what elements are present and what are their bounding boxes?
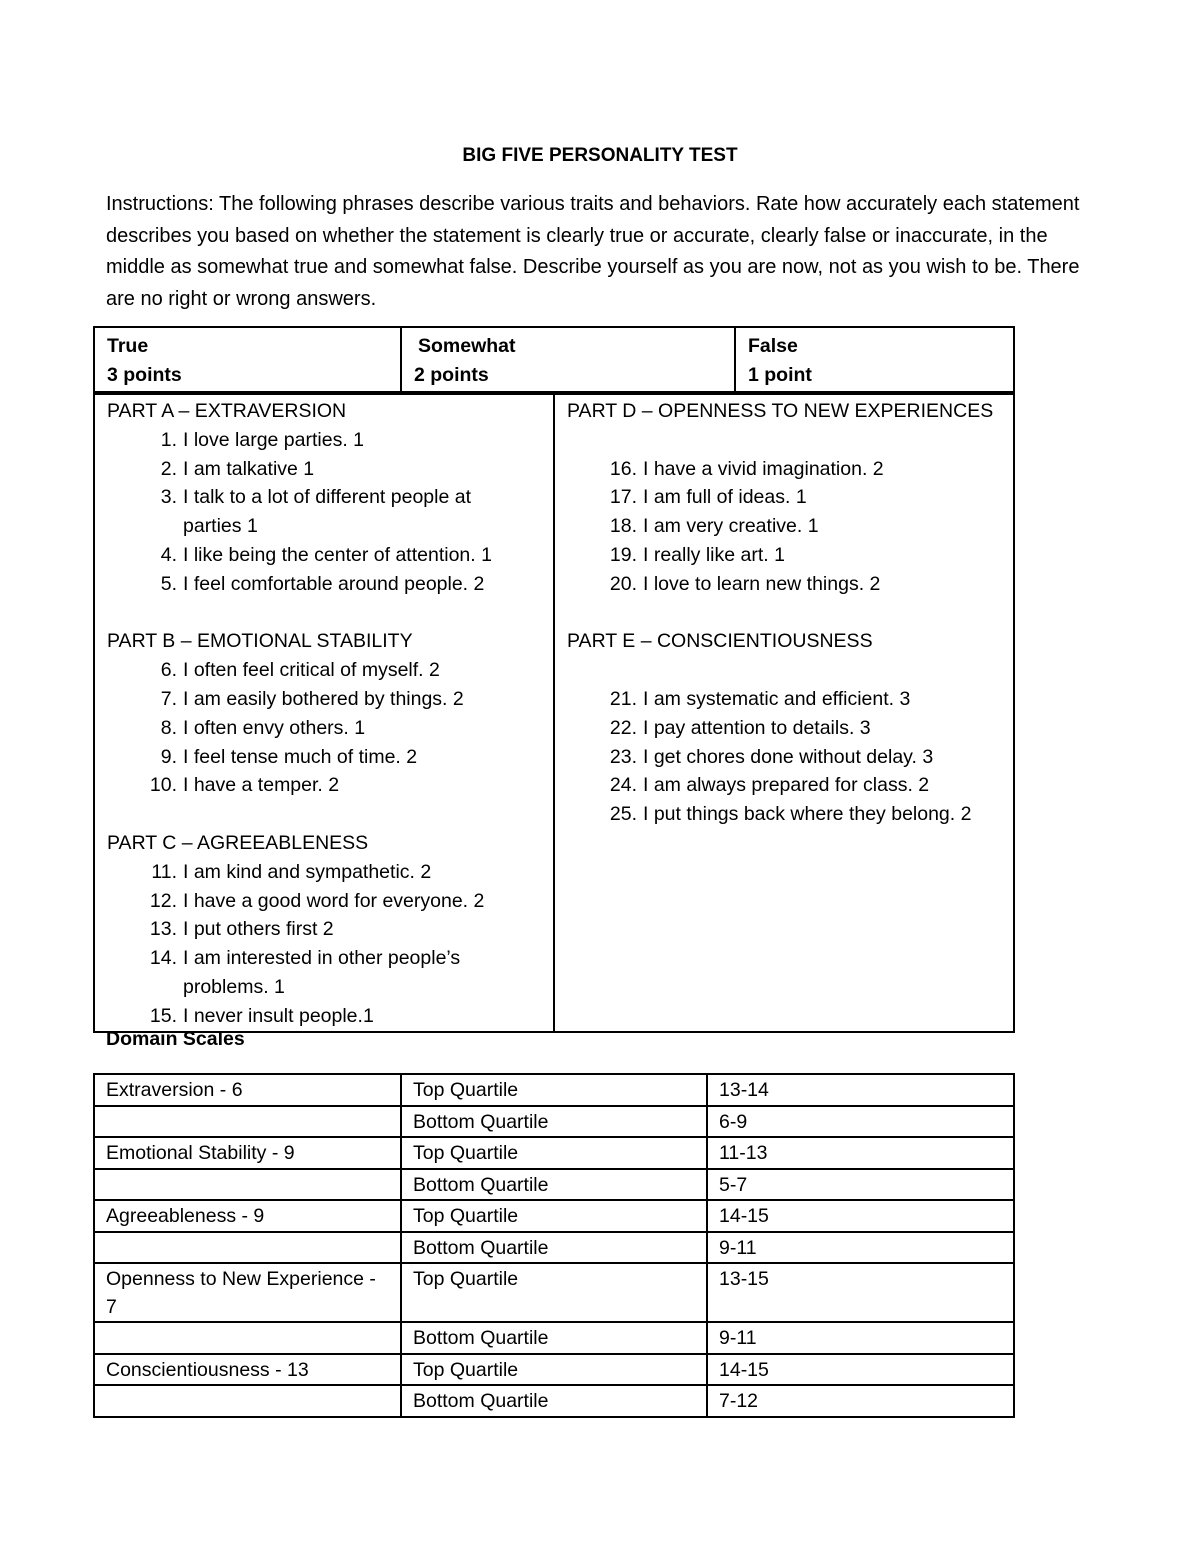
part-heading: PART C – AGREEABLENESS [107, 831, 369, 854]
table-row [94, 1074, 1014, 1106]
points-true-cell [94, 327, 401, 394]
points-false-cell [735, 327, 1014, 394]
list-item [107, 455, 547, 484]
item-text: I have a vivid imagination. 2 [643, 457, 884, 480]
list-item [567, 541, 1007, 570]
item-number: 14. [149, 947, 177, 970]
item-text: I pay attention to details. 3 [643, 716, 871, 739]
points-value: 3 points [107, 363, 182, 386]
table-row [94, 1263, 1014, 1322]
table-row [94, 1385, 1014, 1417]
items-left-column [94, 392, 554, 1032]
item-text: I really like art. 1 [643, 543, 785, 566]
item-number: 3. [160, 486, 177, 509]
range-cell: 13-14 [707, 1074, 1014, 1106]
item-text: I never insult people.1 [183, 1004, 374, 1027]
domain-cell: Openness to New Experience - 7 [94, 1263, 401, 1322]
item-text: I am full of ideas. 1 [643, 486, 807, 509]
quartile-cell: Top Quartile [401, 1200, 707, 1232]
list-item [567, 800, 1007, 829]
item-list [567, 455, 1007, 599]
item-number: 11. [151, 860, 177, 883]
table-row [94, 1137, 1014, 1169]
list-item [107, 771, 547, 800]
item-list [107, 426, 547, 599]
item-number: 7. [160, 687, 177, 710]
quartile-cell: Bottom Quartile [401, 1106, 707, 1138]
item-number: 25. [609, 803, 637, 826]
item-number: 20. [609, 572, 637, 595]
list-item [107, 541, 547, 570]
item-text: I have a good word for everyone. 2 [183, 889, 485, 912]
part-heading: PART A – EXTRAVERSION [107, 400, 347, 422]
list-item [567, 455, 1007, 484]
points-table [93, 326, 1015, 395]
points-value: 2 points [414, 363, 489, 386]
items-table [93, 391, 1015, 1033]
domain-cell: Agreeableness - 9 [94, 1200, 401, 1232]
item-text: I am systematic and efficient. 3 [643, 687, 911, 710]
item-text: I have a temper. 2 [183, 774, 340, 797]
points-label: False [748, 335, 798, 357]
quartile-cell: Top Quartile [401, 1137, 707, 1169]
item-text: I am interested in other people’s problems. 1 [183, 947, 461, 998]
domain-scales-table [93, 1073, 1015, 1418]
range-cell: 14-15 [707, 1354, 1014, 1386]
domain-cell [94, 1385, 401, 1417]
item-number: 10. [149, 774, 177, 797]
item-text: I love to learn new things. 2 [643, 572, 881, 595]
item-text: I often envy others. 1 [183, 716, 366, 739]
range-cell: 7-12 [707, 1385, 1014, 1417]
range-cell: 9-11 [707, 1322, 1014, 1354]
quartile-cell: Top Quartile [401, 1074, 707, 1106]
item-number: 2. [160, 457, 177, 480]
list-item [107, 426, 547, 455]
instructions: Instructions: The following phrases describe various traits and behaviors. Rate how accurately each statement describes you based on whether the statement is clearly true or accurate, clearly false or inaccurate, in the middle as somewhat true and somewhat false. Describe yourself as you are now, not as you wish to be. There are no right or wrong answers. [106, 193, 1080, 310]
item-number: 12. [149, 889, 177, 912]
item-list [107, 656, 547, 800]
item-text: I am always prepared for class. 2 [643, 774, 930, 797]
item-number: 17. [609, 486, 637, 509]
domain-cell: Extraversion - 6 [94, 1074, 401, 1106]
part-heading: PART D – OPENNESS TO NEW EXPERIENCES [567, 400, 994, 422]
list-item [567, 685, 1007, 714]
item-number: 15. [149, 1004, 177, 1027]
item-number: 23. [609, 745, 637, 768]
list-item [567, 714, 1007, 743]
page-title: BIG FIVE PERSONALITY TEST [462, 145, 738, 166]
item-text: I get chores done without delay. 3 [643, 745, 934, 768]
list-item [107, 743, 547, 772]
list-item [107, 887, 547, 916]
quartile-cell: Top Quartile [401, 1354, 707, 1386]
table-row [94, 1106, 1014, 1138]
item-number: 5. [160, 572, 177, 595]
quartile-cell: Bottom Quartile [401, 1232, 707, 1264]
points-label: Somewhat [418, 335, 516, 357]
range-cell: 6-9 [707, 1106, 1014, 1138]
item-number: 21. [609, 687, 637, 710]
table-row [94, 1322, 1014, 1354]
table-row [94, 1169, 1014, 1201]
list-item [107, 685, 547, 714]
quartile-cell: Bottom Quartile [401, 1385, 707, 1417]
points-somewhat-cell [401, 327, 735, 394]
range-cell: 13-15 [707, 1263, 1014, 1322]
range-cell: 11-13 [707, 1137, 1014, 1169]
item-text: I talk to a lot of different people at parties 1 [183, 486, 471, 538]
item-text: I like being the center of attention. 1 [183, 543, 492, 566]
points-value: 1 point [748, 363, 812, 386]
table-row [94, 1354, 1014, 1386]
item-number: 24. [609, 774, 637, 797]
list-item [107, 656, 547, 685]
list-item [107, 714, 547, 743]
domain-cell [94, 1322, 401, 1354]
item-text: I love large parties. 1 [183, 428, 365, 451]
table-row [94, 1200, 1014, 1232]
domain-scales-title: Domain Scales [106, 1028, 245, 1050]
item-number: 1. [160, 428, 177, 451]
item-number: 6. [160, 659, 177, 682]
item-number: 22. [609, 716, 637, 739]
item-list [567, 685, 1007, 829]
part-heading: PART E – CONSCIENTIOUSNESS [567, 630, 873, 653]
item-number: 19. [609, 543, 637, 566]
range-cell: 9-11 [707, 1232, 1014, 1264]
item-text: I often feel critical of myself. 2 [183, 659, 440, 682]
domain-cell: Conscientiousness - 13 [94, 1354, 401, 1386]
domain-cell: Emotional Stability - 9 [94, 1137, 401, 1169]
domain-cell [94, 1232, 401, 1264]
item-number: 18. [609, 515, 637, 538]
item-text: I feel comfortable around people. 2 [183, 572, 485, 595]
list-item [567, 512, 1007, 541]
list-item [567, 483, 1007, 512]
item-number: 9. [160, 745, 177, 768]
list-item [567, 771, 1007, 800]
domain-cell [94, 1169, 401, 1201]
domain-cell [94, 1106, 401, 1138]
list-item [107, 483, 547, 541]
item-text: I am kind and sympathetic. 2 [183, 860, 432, 883]
list-item [107, 944, 547, 1002]
item-list [107, 858, 547, 1031]
item-number: 4. [160, 543, 177, 566]
list-item [107, 1002, 547, 1031]
list-item [567, 570, 1007, 599]
table-row [94, 1232, 1014, 1264]
list-item [107, 570, 547, 599]
part-heading: PART B – EMOTIONAL STABILITY [107, 630, 413, 653]
quartile-cell: Bottom Quartile [401, 1169, 707, 1201]
item-text: I am easily bothered by things. 2 [183, 687, 464, 710]
item-text: I am very creative. 1 [643, 515, 819, 538]
items-right-column [554, 392, 1014, 1032]
quartile-cell: Top Quartile [401, 1263, 707, 1322]
range-cell: 14-15 [707, 1200, 1014, 1232]
points-label: True [107, 335, 149, 357]
item-number: 8. [160, 716, 177, 739]
item-text: I feel tense much of time. 2 [183, 745, 418, 768]
list-item [567, 743, 1007, 772]
item-text: I put things back where they belong. 2 [643, 803, 972, 826]
item-number: 13. [149, 918, 177, 941]
range-cell: 5-7 [707, 1169, 1014, 1201]
list-item [107, 915, 547, 944]
list-item [107, 858, 547, 887]
quartile-cell: Bottom Quartile [401, 1322, 707, 1354]
item-text: I am talkative 1 [183, 457, 315, 480]
item-number: 16. [609, 457, 637, 480]
item-text: I put others first 2 [183, 918, 334, 941]
